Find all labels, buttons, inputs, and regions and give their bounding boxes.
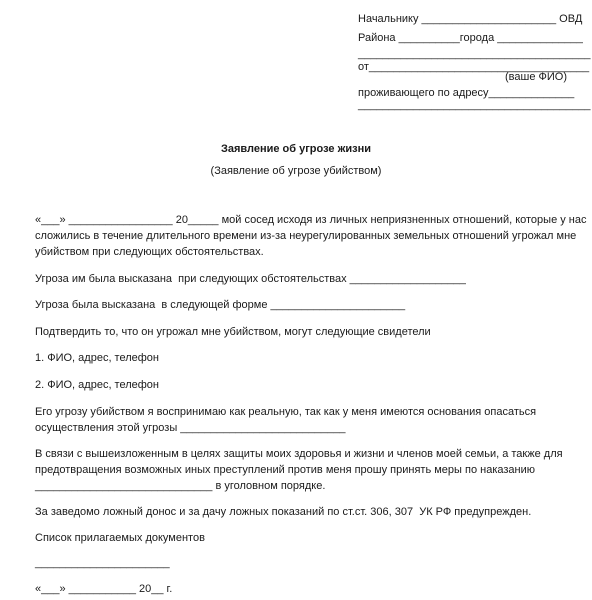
addressee-chief-line: Начальнику ______________________ ОВД xyxy=(358,13,583,25)
witness-item: 1. ФИО, адрес, телефон xyxy=(35,352,159,364)
document-subtitle: (Заявление об угрозе убийством) xyxy=(210,165,382,177)
addressee-blank-line: ______________________________________ xyxy=(358,48,591,60)
threat-form-line: Угроза была высказана в следующей форме ______________________ xyxy=(35,299,406,311)
applicant-address-line: проживающего по адресу______________ xyxy=(358,87,575,99)
witnesses-intro: Подтвердить то, что он угрожал мне убийством, могут следующие свидетели xyxy=(35,326,431,338)
paragraph-request-line1: В связи с вышеизложенным в целях защиты моих здоровья и жизни и членов моей семьи, а также для xyxy=(35,448,563,460)
document-title: Заявление об угрозе жизни xyxy=(220,143,372,155)
paragraph-request-line2: предотвращения возможных иных преступлений против меня прошу принять меры по наказанию xyxy=(35,464,536,476)
paragraph-real-line2: осуществления этой угрозы ___________________________ xyxy=(35,422,346,434)
paragraph1-line2: сложились в течение длительного времени из-за неурегулированных земельных отношений угрожал мне xyxy=(35,230,577,242)
addressee-district-line: Района __________города ______________ xyxy=(358,32,583,44)
signature-line: ______________________ xyxy=(35,557,170,569)
false-report-warning: За заведомо ложный донос и за дачу ложных показаний по ст.ст. 306, 307 УК РФ предупрежден. xyxy=(35,506,532,518)
threat-circumstances-line: Угроза им была высказана при следующих обстоятельствах ___________________ xyxy=(35,273,466,285)
fio-hint: (ваше ФИО) xyxy=(505,71,567,83)
paragraph-real-line1: Его угрозу убийством я воспринимаю как реальную, так как у меня имеются основания опасаться xyxy=(35,406,537,418)
applicant-from-line: от____________________________________ xyxy=(358,61,590,73)
paragraph1-line1: «___» _________________ 20_____ мой сосед исходя из личных неприязненных отношений, которые у нас xyxy=(35,214,587,226)
date-line: «___» ___________ 20__ г. xyxy=(35,583,173,595)
attachments-label: Список прилагаемых документов xyxy=(35,532,205,544)
paragraph-request-line3: _____________________________ в уголовном порядке. xyxy=(35,480,326,492)
witness-item: 2. ФИО, адрес, телефон xyxy=(35,379,159,391)
paragraph1-line3: убийством при следующих обстоятельствах. xyxy=(35,246,264,258)
applicant-address-blank-line: ______________________________________ xyxy=(358,99,591,111)
